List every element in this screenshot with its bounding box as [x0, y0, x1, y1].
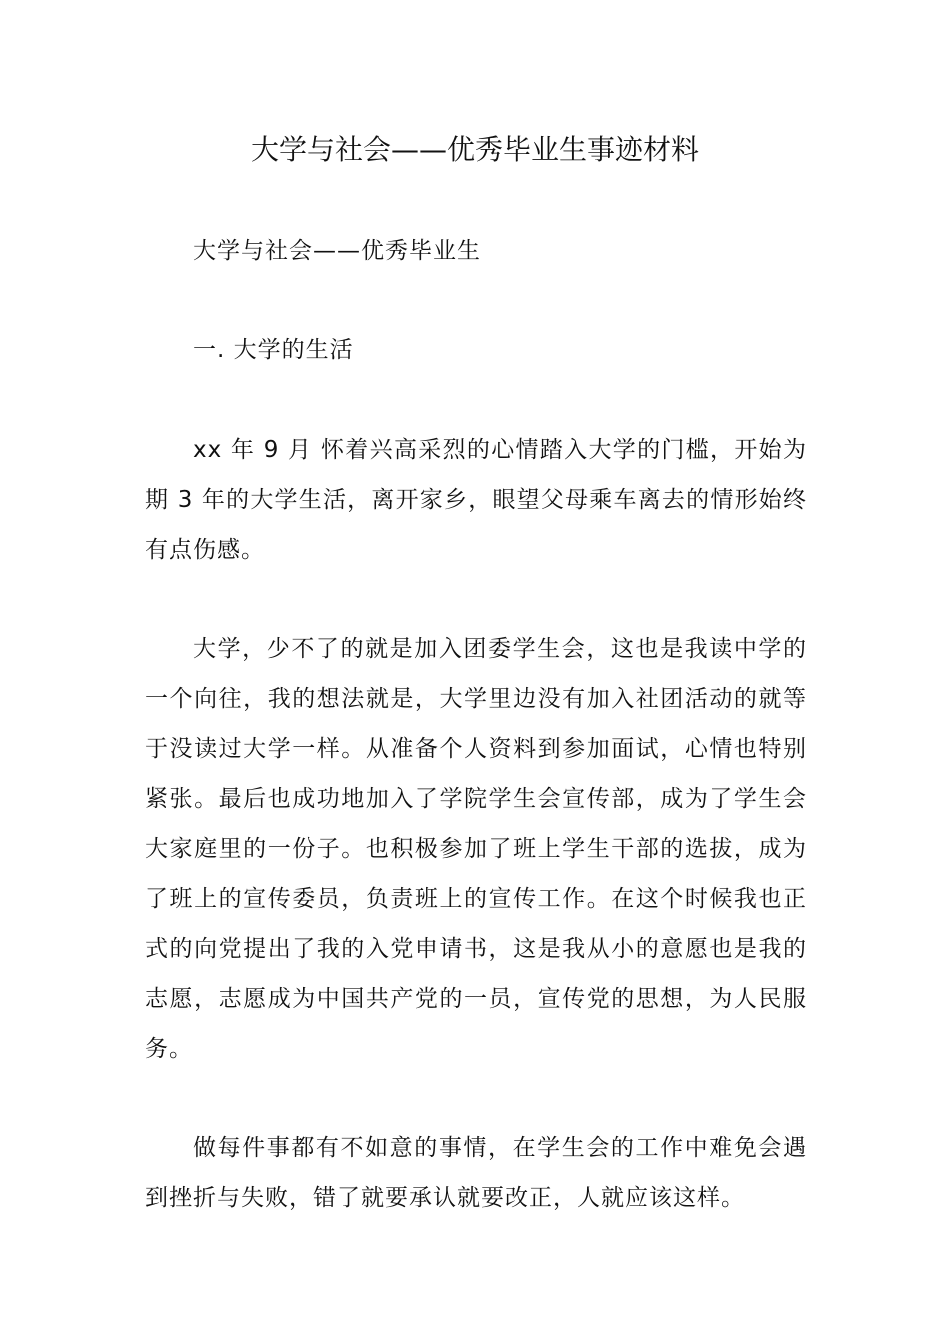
section-heading: 一. 大学的生活 [193, 337, 354, 363]
paragraph: xx 年 9 月 怀着兴高采烈的心情踏入大学的门槛，开始为期 3 年的大学生活，离开家乡，眼望父母乘车离去的情形始终有点伤感。 [145, 437, 807, 563]
paragraph: 大学，少不了的就是加入团委学生会，这也是我读中学的一个向往，我的想法就是，大学里边没有加入社团活动的就等于没读过大学一样。从准备个人资料到参加面试，心情也特别紧张。最后也成功地加入了学院学生会宣传部，成为了学生会大家庭里的一份子。也积极参加了班上学生干部的选拔，成为了班上的宣传委员，负责班上的宣传工作。在这个时候我也正式的向党提出了我的入党申请书，这是我从小的意愿也是我的志愿，志愿成为中国共产党的一员，宣传党的思想，为人民服务。 [145, 636, 807, 1062]
paragraph-subtitle: 大学与社会——优秀毕业生 [193, 238, 481, 264]
document-title: 大学与社会——优秀毕业生事迹材料 [250, 133, 699, 166]
paragraph: 做每件事都有不如意的事情，在学生会的工作中难免会遇到挫折与失败，错了就要承认就要改正，人就应该这样。 [145, 1135, 807, 1211]
